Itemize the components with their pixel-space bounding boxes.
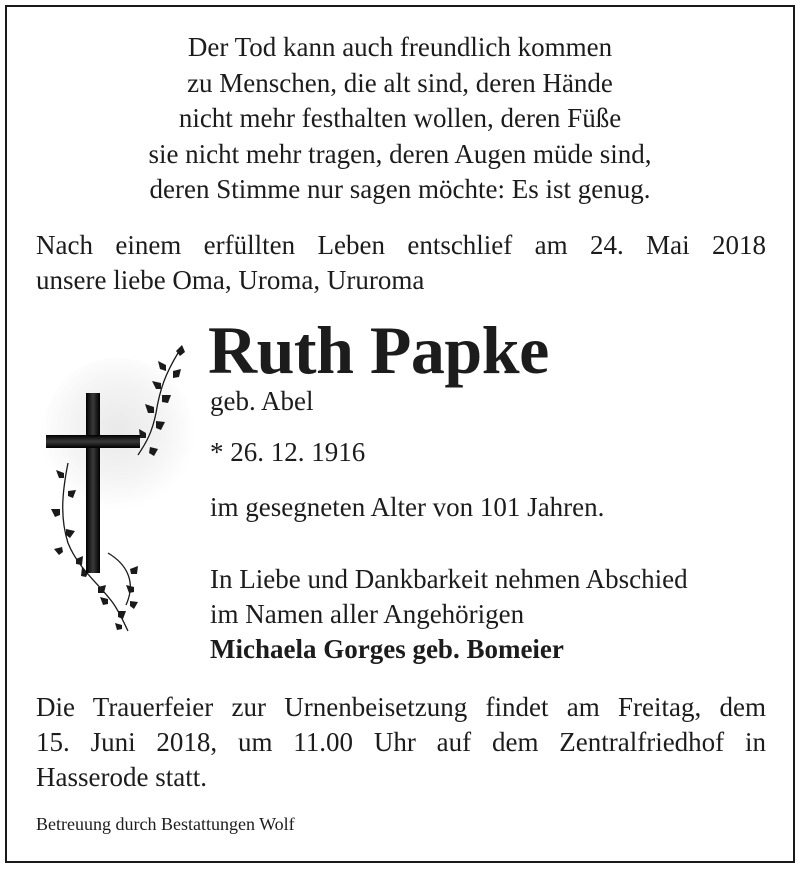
cross-with-ivy-icon — [38, 343, 193, 633]
ceremony-line: 15. Juni 2018, um 11.00 Uhr auf dem Zentralfriedhof in — [36, 727, 766, 757]
farewell-line: im Namen aller Angehörigen — [210, 599, 525, 629]
poem-line: deren Stimme nur sagen möchte: Es ist genug. — [149, 174, 651, 204]
intro-line: Nach einem erfüllten Leben entschlief am 24. Mai 2018 — [36, 230, 766, 260]
poem-line: nicht mehr festhalten wollen, deren Füße — [178, 103, 622, 133]
birth-date: * 26. 12. 1916 — [210, 437, 366, 467]
poem — [0, 30, 800, 208]
ceremony-line: Die Trauerfeier zur Urnenbeisetzung findet am Freitag, dem — [36, 692, 766, 722]
mourner-name: Michaela Gorges geb. Bomeier — [210, 634, 564, 664]
maiden-name: geb. Abel — [210, 386, 314, 416]
age-text: im gesegneten Alter von 101 Jahren. — [210, 492, 605, 522]
farewell-line: In Liebe und Dankbarkeit nehmen Abschied — [210, 564, 688, 594]
ceremony-line: Hasserode statt. — [36, 762, 207, 792]
deceased-name: Ruth Papke — [208, 312, 549, 388]
poem-line: zu Menschen, die alt sind, deren Hände — [187, 67, 613, 98]
intro-line: unsere liebe Oma, Uroma, Ururoma — [36, 265, 425, 295]
intro-text — [36, 228, 766, 298]
farewell-block — [210, 562, 688, 667]
funeral-home-credit: Betreuung durch Bestattungen Wolf — [36, 814, 295, 834]
ceremony-text — [36, 690, 766, 795]
poem-line: sie nicht mehr tragen, deren Augen müde sind, — [148, 138, 652, 169]
poem-line: Der Tod kann auch freundlich kommen — [187, 32, 613, 62]
